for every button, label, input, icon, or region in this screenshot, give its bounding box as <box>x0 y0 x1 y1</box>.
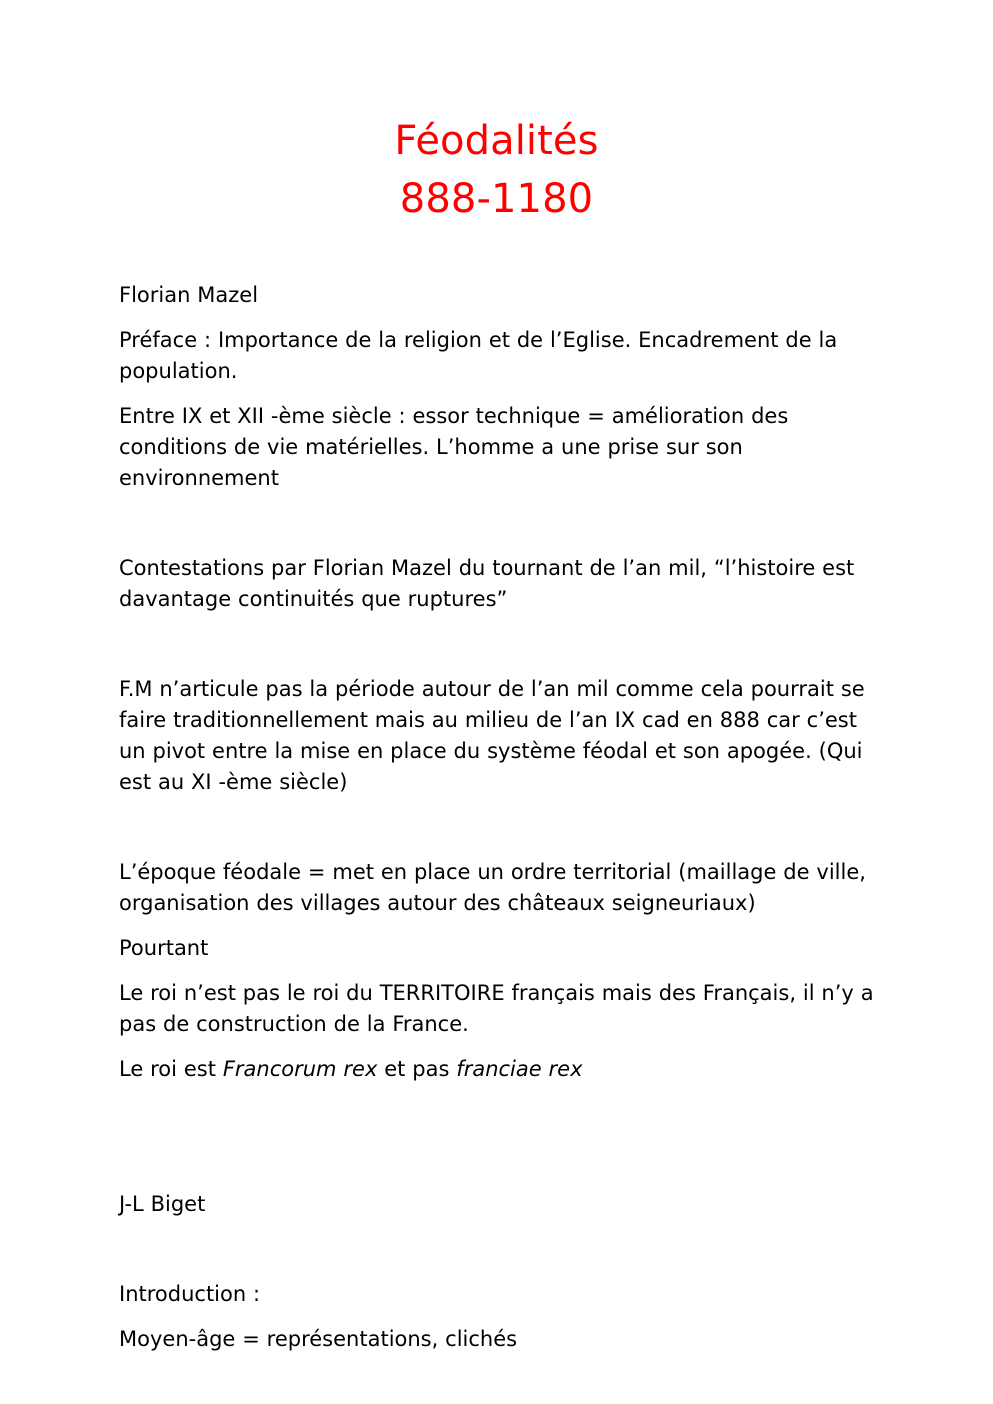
franciae-rex-latin: franciae rex <box>456 1057 583 1081</box>
title-block <box>0 0 993 228</box>
blank-line <box>119 629 879 660</box>
paragraph-pourtant: Pourtant <box>119 936 209 960</box>
paragraph-preface: Préface : Importance de la religion et de l’Eglise. Encadrement de la population. <box>119 328 838 383</box>
paragraph-author-mazel: Florian Mazel <box>119 283 259 307</box>
blank-line <box>119 1144 879 1175</box>
paragraph-author-biget: J-L Biget <box>119 1192 206 1216</box>
paragraph-contestations: Contestations par Florian Mazel du tournant de l’an mil, “l’histoire est davantage continuités que ruptures” <box>119 556 855 611</box>
paragraph-epoque-feodale: L’époque féodale = met en place un ordre territorial (maillage de ville, organisation des villages autour des châteaux seigneuriaux) <box>119 860 866 915</box>
paragraph-introduction-heading: Introduction : <box>119 1282 261 1306</box>
paragraph-essor-technique: Entre IX et XII -ème siècle : essor technique = amélioration des conditions de vie matérielles. L’homme a une prise sur son environnement <box>119 404 789 490</box>
paragraph-roi-territoire: Le roi n’est pas le roi du TERRITOIRE français mais des Français, il n’y a pas de construction de la France. <box>119 981 874 1036</box>
francorum-rex-mid: et pas <box>377 1057 457 1081</box>
page-title: Féodalités <box>394 118 599 164</box>
blank-line <box>119 508 879 539</box>
page-subtitle: 888-1180 <box>399 176 594 222</box>
blank-line <box>119 812 879 843</box>
paragraph-fm-periode: F.M n’articule pas la période autour de l’an mil comme cela pourrait se faire traditionnellement mais au milieu de l’an IX cad en 888 car c’est un pivot entre la mise en place du système féodal et son apogée. (Qui est au XI -ème siècle) <box>119 677 865 794</box>
document-body <box>119 280 879 1369</box>
paragraph-moyen-age: Moyen-âge = représentations, clichés <box>119 1327 518 1351</box>
blank-line <box>119 1099 879 1130</box>
blank-line <box>119 1234 879 1265</box>
francorum-rex-latin: Francorum rex <box>222 1057 378 1081</box>
paragraph-francorum-rex <box>119 1054 879 1085</box>
francorum-rex-lead: Le roi est <box>119 1057 223 1081</box>
